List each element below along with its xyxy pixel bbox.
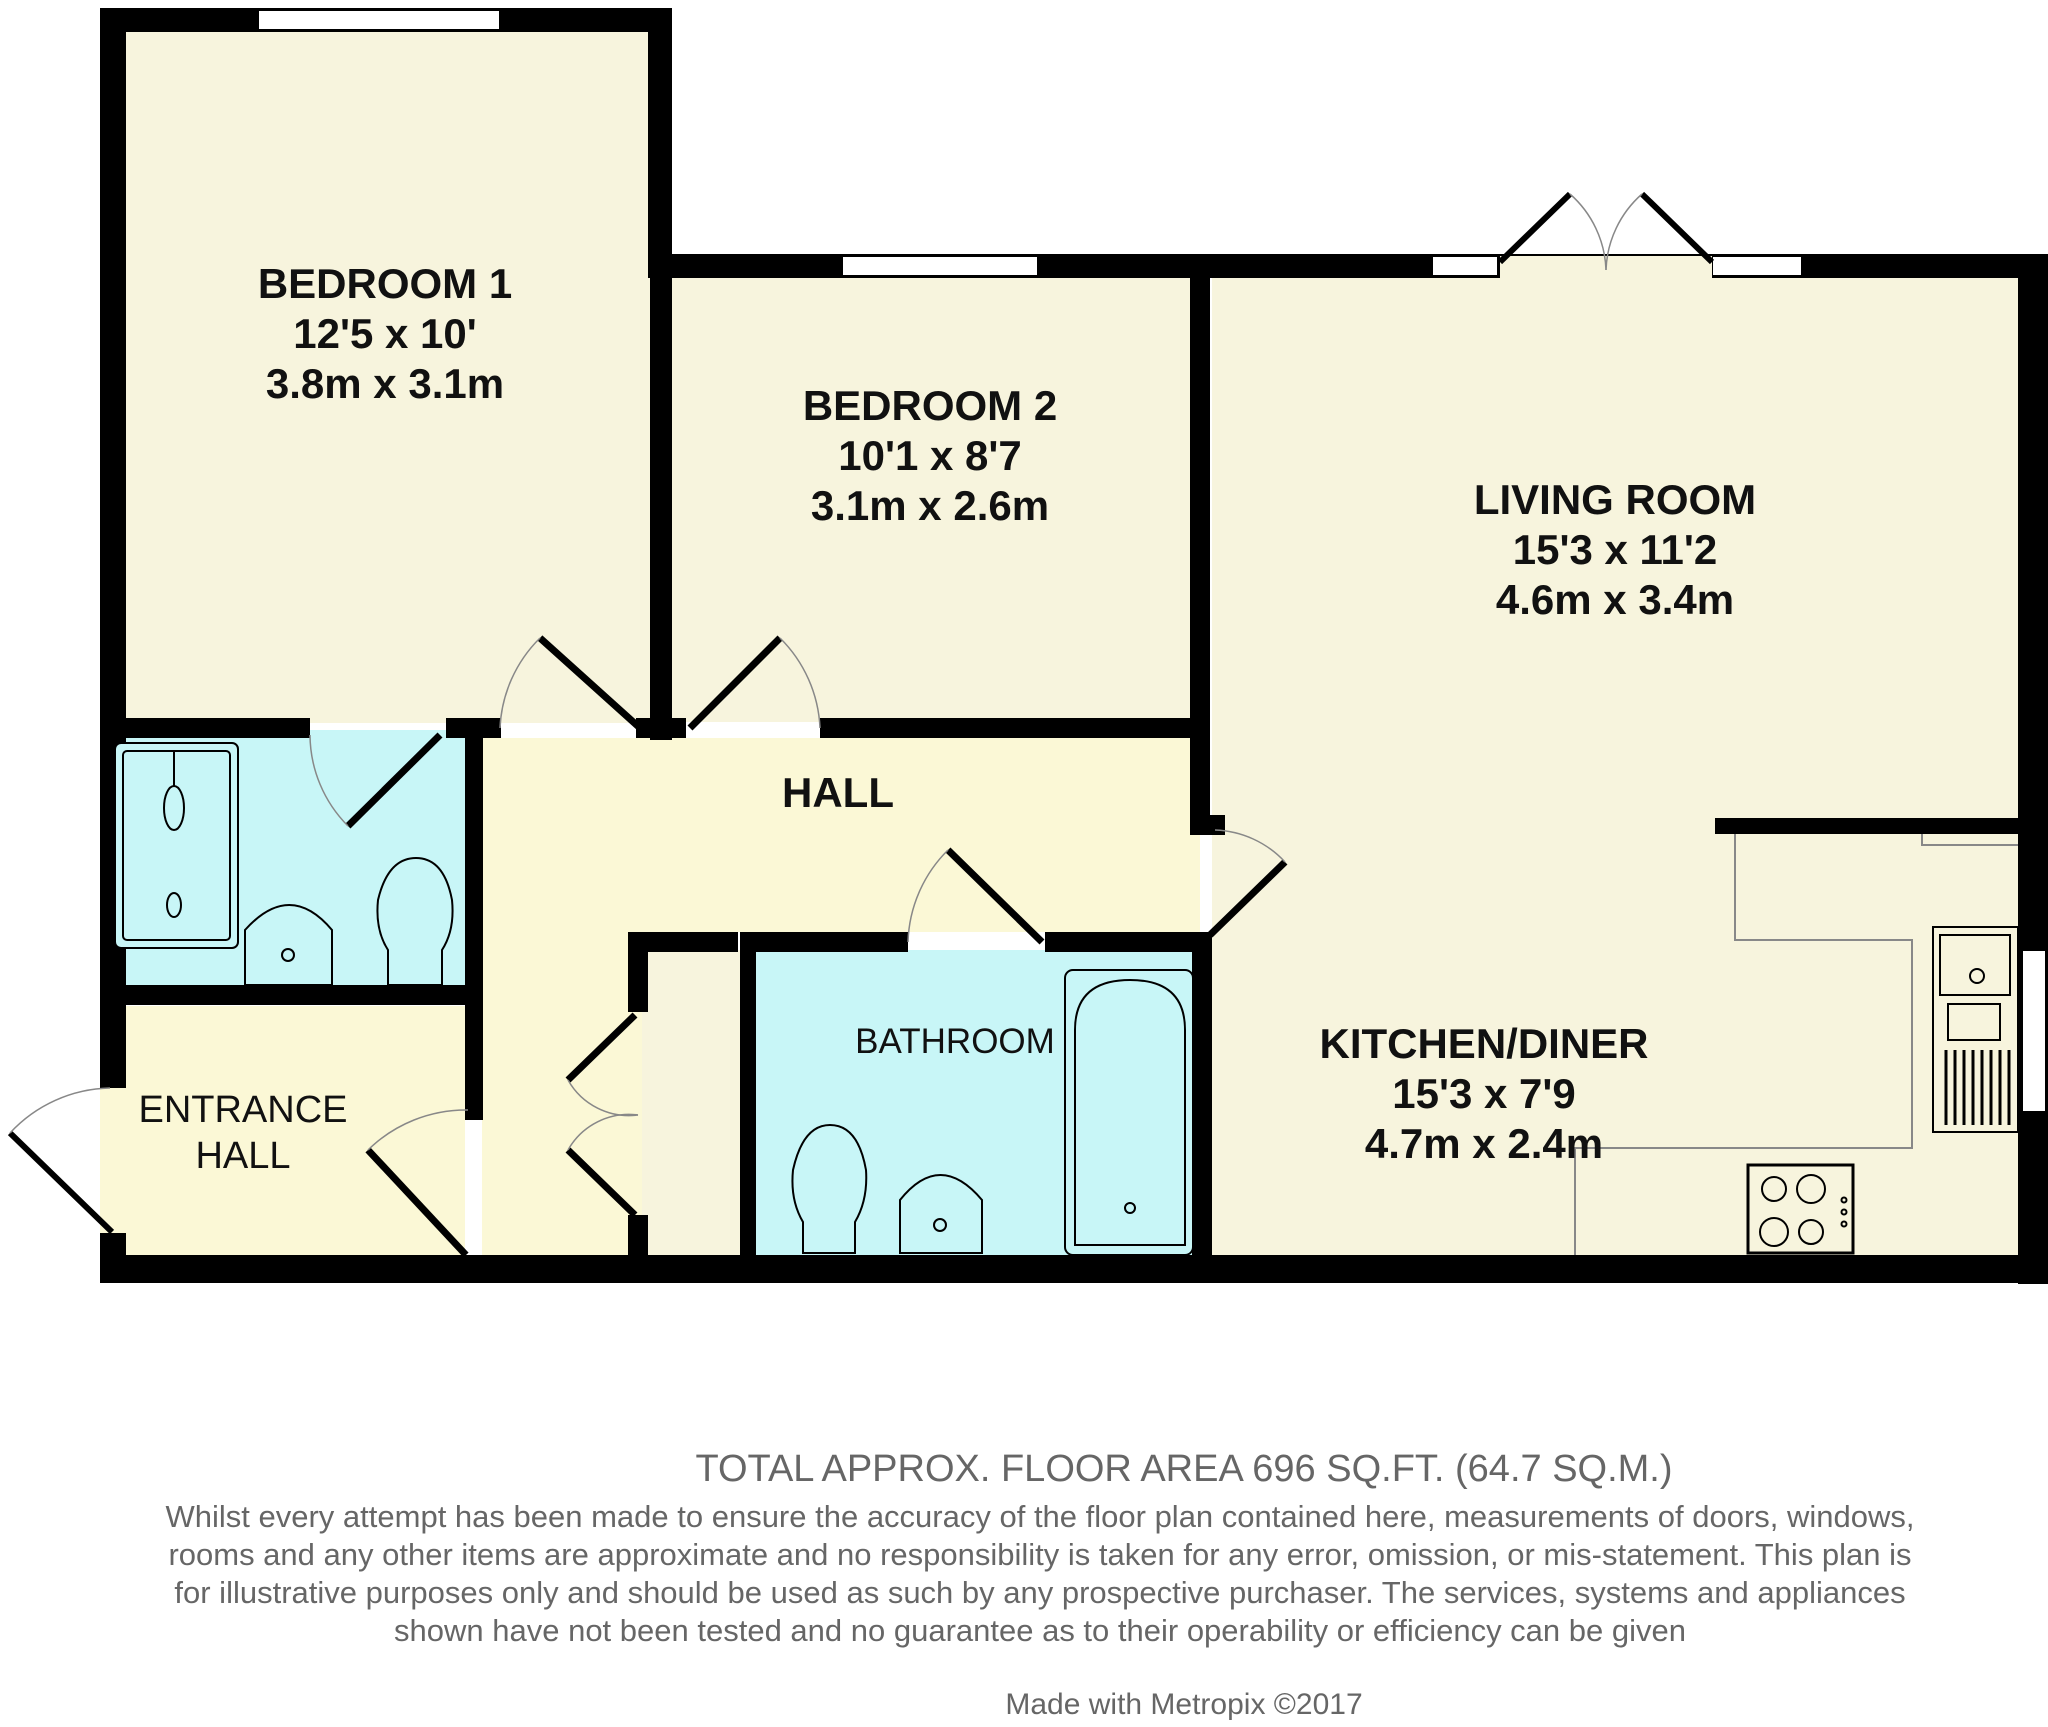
window-bedroom1 [258, 10, 500, 30]
basin-bathroom [900, 1175, 982, 1253]
entrance-line2: HALL [195, 1135, 291, 1177]
basin-shower-room [245, 905, 332, 985]
window-living-right [1712, 256, 1802, 276]
bedroom2-name: BEDROOM 2 [802, 382, 1058, 429]
toilet-bathroom [792, 1125, 866, 1253]
living-kitchen-floor [1212, 278, 2020, 1255]
bedroom1-imperial: 12'5 x 10' [293, 310, 477, 357]
kitchen-imperial: 15'3 x 7'9 [1392, 1070, 1576, 1117]
door-front [10, 1133, 112, 1232]
living-name: LIVING ROOM [1473, 476, 1757, 523]
door-french-left [1500, 194, 1570, 262]
credit-text: Made with Metropix ©2017 [1005, 1688, 1363, 1721]
cupboard-floor [642, 950, 742, 1255]
kitchen-name: KITCHEN/DINER [1319, 1020, 1649, 1067]
living-metric: 4.6m x 3.4m [1495, 576, 1735, 623]
bedroom2-imperial: 10'1 x 8'7 [838, 432, 1022, 479]
toilet-shower-room [377, 858, 452, 985]
hall-name: HALL [782, 769, 894, 816]
bedroom1-metric: 3.8m x 3.1m [265, 360, 505, 407]
bathroom-name: BATHROOM [855, 1022, 1055, 1061]
bedroom2-metric: 3.1m x 2.6m [810, 482, 1050, 529]
window-living-left [1432, 256, 1498, 276]
window-kitchen [2022, 950, 2046, 1112]
door-french-right [1642, 194, 1712, 262]
disclaimer-text: Whilst every attempt has been made to ensure the accuracy of the floor plan contained here, measurements of doors, windows, rooms and any other items are approximate and no responsibility is taken for any error, omission, or mis-statement. This plan is for illustrative purposes only and should be used as such by any prospective purchaser. The services, systems and appliances shown have not been tested and no guarantee as to their operability or efficiency can be given [165, 1499, 1915, 1648]
entrance-line1: ENTRANCE [138, 1089, 348, 1131]
kitchen-metric: 4.7m x 2.4m [1364, 1120, 1604, 1167]
living-imperial: 15'3 x 11'2 [1512, 526, 1718, 573]
bedroom1-name: BEDROOM 1 [257, 260, 513, 307]
window-bedroom2 [842, 256, 1038, 276]
total-floor-area: TOTAL APPROX. FLOOR AREA 696 SQ.FT. (64.7 SQ.M.) [695, 1448, 1673, 1490]
